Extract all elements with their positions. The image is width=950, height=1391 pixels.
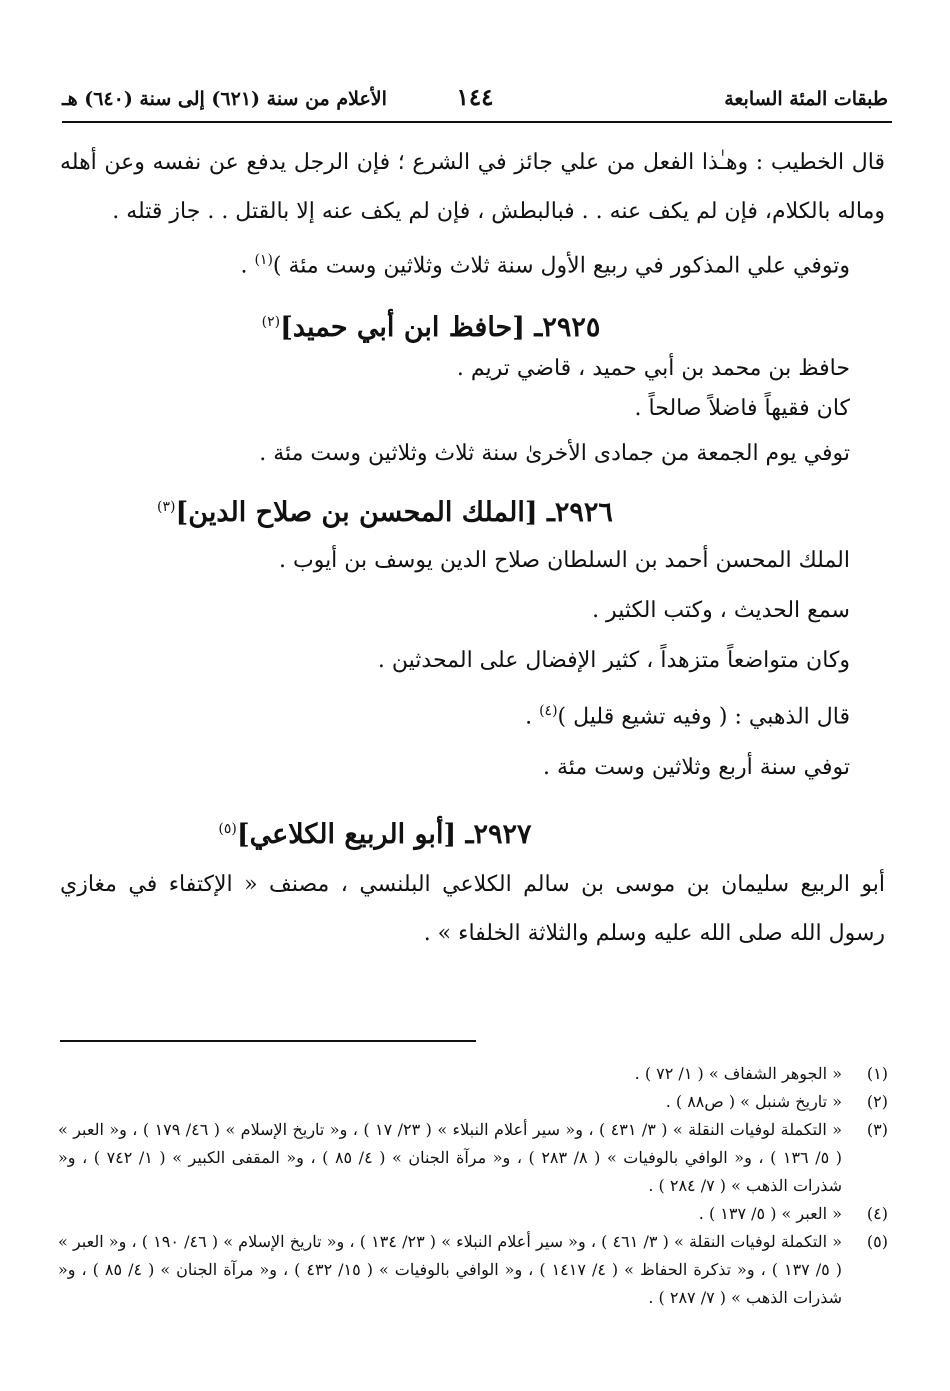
footnote-ref: (٤)	[539, 703, 558, 720]
entry-line: سمع الحديث ، وكتب الكثير .	[592, 598, 850, 624]
footnote-number: (٣)	[866, 1120, 888, 1139]
footnote-ref: (٣)	[157, 499, 176, 516]
footnote-text: « العبر » ( ٥/ ١٣٧ ) .	[698, 1204, 842, 1223]
footnote-item	[58, 1200, 888, 1228]
footnote-item	[58, 1116, 888, 1200]
entry-line: توفي سنة أربع وثلاثين وست مئة .	[543, 754, 850, 780]
entry-heading	[60, 819, 850, 850]
entry-line: وكان متواضعاً متزهداً ، كثير الإفضال على المحدثين .	[377, 648, 850, 674]
entry-heading	[60, 497, 850, 528]
entry-line: حافظ بن محمد بن أبي حميد ، قاضي تريم .	[456, 356, 850, 382]
footnote-separator	[60, 1040, 476, 1042]
footnote-item	[58, 1228, 888, 1312]
footnote-number: (٥)	[866, 1232, 888, 1251]
running-header	[62, 84, 888, 118]
header-rule	[62, 121, 892, 123]
intro-death-end: .	[240, 253, 255, 279]
book-section-title: طبقات المئة السابعة	[724, 88, 888, 110]
entry-line: كان فقيهاً فاضلاً صالحاً .	[634, 396, 850, 422]
entry-line	[60, 686, 850, 742]
intro-death-note	[60, 236, 850, 290]
footnote-text: « التكملة لوفيات النقلة » ( ٣/ ٤٣١ ) ، و« سير أعلام النبلاء » ( ٢٣/ ١٧ ) ، و« تاريخ الإسلام » ( ٤٦/ ١٧٩ ) ، و« العبر » ( ٥/ ١٣٦ ) ، و« الوافي بالوفيات » ( ٨/ ٢٨٣ ) ، و« مرآة الجنان » ( ٤/ ٨٥ ) ، و« المقفى الكبير » ( ١/ ٧٤٢ ) ، و« شذرات الذهب » ( ٧/ ٢٨٤ ) .	[58, 1120, 843, 1195]
entry-heading-text: ٢٩٢٥ـ [حافظ ابن أبي حميد]	[280, 312, 601, 344]
footnote-ref: (٥)	[218, 820, 237, 837]
entry-quote-end: .	[525, 704, 540, 730]
entry-line: الملك المحسن أحمد بن السلطان صلاح الدين يوسف بن أيوب .	[279, 548, 850, 574]
intro-paragraph: قال الخطيب : وهـٰذا الفعل من علي جائز في الشرع ؛ فإن الرجل يدفع عن نفسه وعن أهله وماله بالكلام، فإن لم يكف عنه . . فبالبطش ، فإن لم يكف عنه إلا بالقتل . . جاز قتله .	[60, 150, 885, 224]
footnote-number: (١)	[866, 1064, 888, 1083]
footnote-item	[58, 1060, 888, 1088]
footnote-text: « تاريخ شنبل » ( ص٨٨ ) .	[665, 1092, 842, 1111]
entry-heading	[60, 312, 850, 343]
entry-paragraph: أبو الربيع سليمان بن موسى بن سالم الكلاعي البلنسي ، مصنف « الإكتفاء في مغازي رسول الله صلى الله عليه وسلم والثلاثة الخلفاء » .	[60, 871, 885, 946]
main-text	[60, 138, 885, 958]
entry-heading-text: ٢٩٢٦ـ [الملك المحسن بن صلاح الدين]	[175, 497, 613, 529]
entry-quote: قال الذهبي : ( وفيه تشيع قليل )	[557, 704, 850, 730]
intro-death-text: وتوفي علي المذكور في ربيع الأول سنة ثلاث وثلاثين وست مئة )	[272, 253, 850, 279]
page-number: ١٤٤	[456, 84, 494, 111]
footnote-text: « التكملة لوفيات النقلة » ( ٣/ ٤٦١ ) ، و« سير أعلام النبلاء » ( ٢٣/ ١٣٤ ) ، و« تاريخ الإسلام » ( ٤٦/ ١٩٠ ) ، و« العبر » ( ٥/ ١٣٧ ) ، و« تذكرة الحفاظ » ( ٤/ ١٤١٧ ) ، و« الوافي بالوفيات » ( ١٥/ ٤٣٢ ) ، و« مرآة الجنان » ( ٤/ ٨٥ ) ، و« شذرات الذهب » ( ٧/ ٢٨٧ ) .	[58, 1232, 842, 1307]
entry-heading-text: ٢٩٢٧ـ [أبو الربيع الكلاعي]	[236, 818, 532, 850]
period-range-title: الأعلام من سنة (٦٢١) إلى سنة (٦٤٠) هـ	[62, 88, 387, 110]
footnote-number: (٤)	[866, 1204, 888, 1223]
entry-line: توفي يوم الجمعة من جمادى الأخرىٰ سنة ثلاث وثلاثين وست مئة .	[259, 441, 850, 467]
footnote-ref: (٢)	[261, 314, 281, 331]
footnote-item	[58, 1088, 888, 1116]
footnote-number: (٢)	[866, 1092, 888, 1111]
footnote-text: « الجوهر الشفاف » ( ١/ ٧٢ ) .	[634, 1064, 842, 1083]
footnotes	[58, 1060, 888, 1312]
footnote-ref: (١)	[254, 252, 273, 268]
